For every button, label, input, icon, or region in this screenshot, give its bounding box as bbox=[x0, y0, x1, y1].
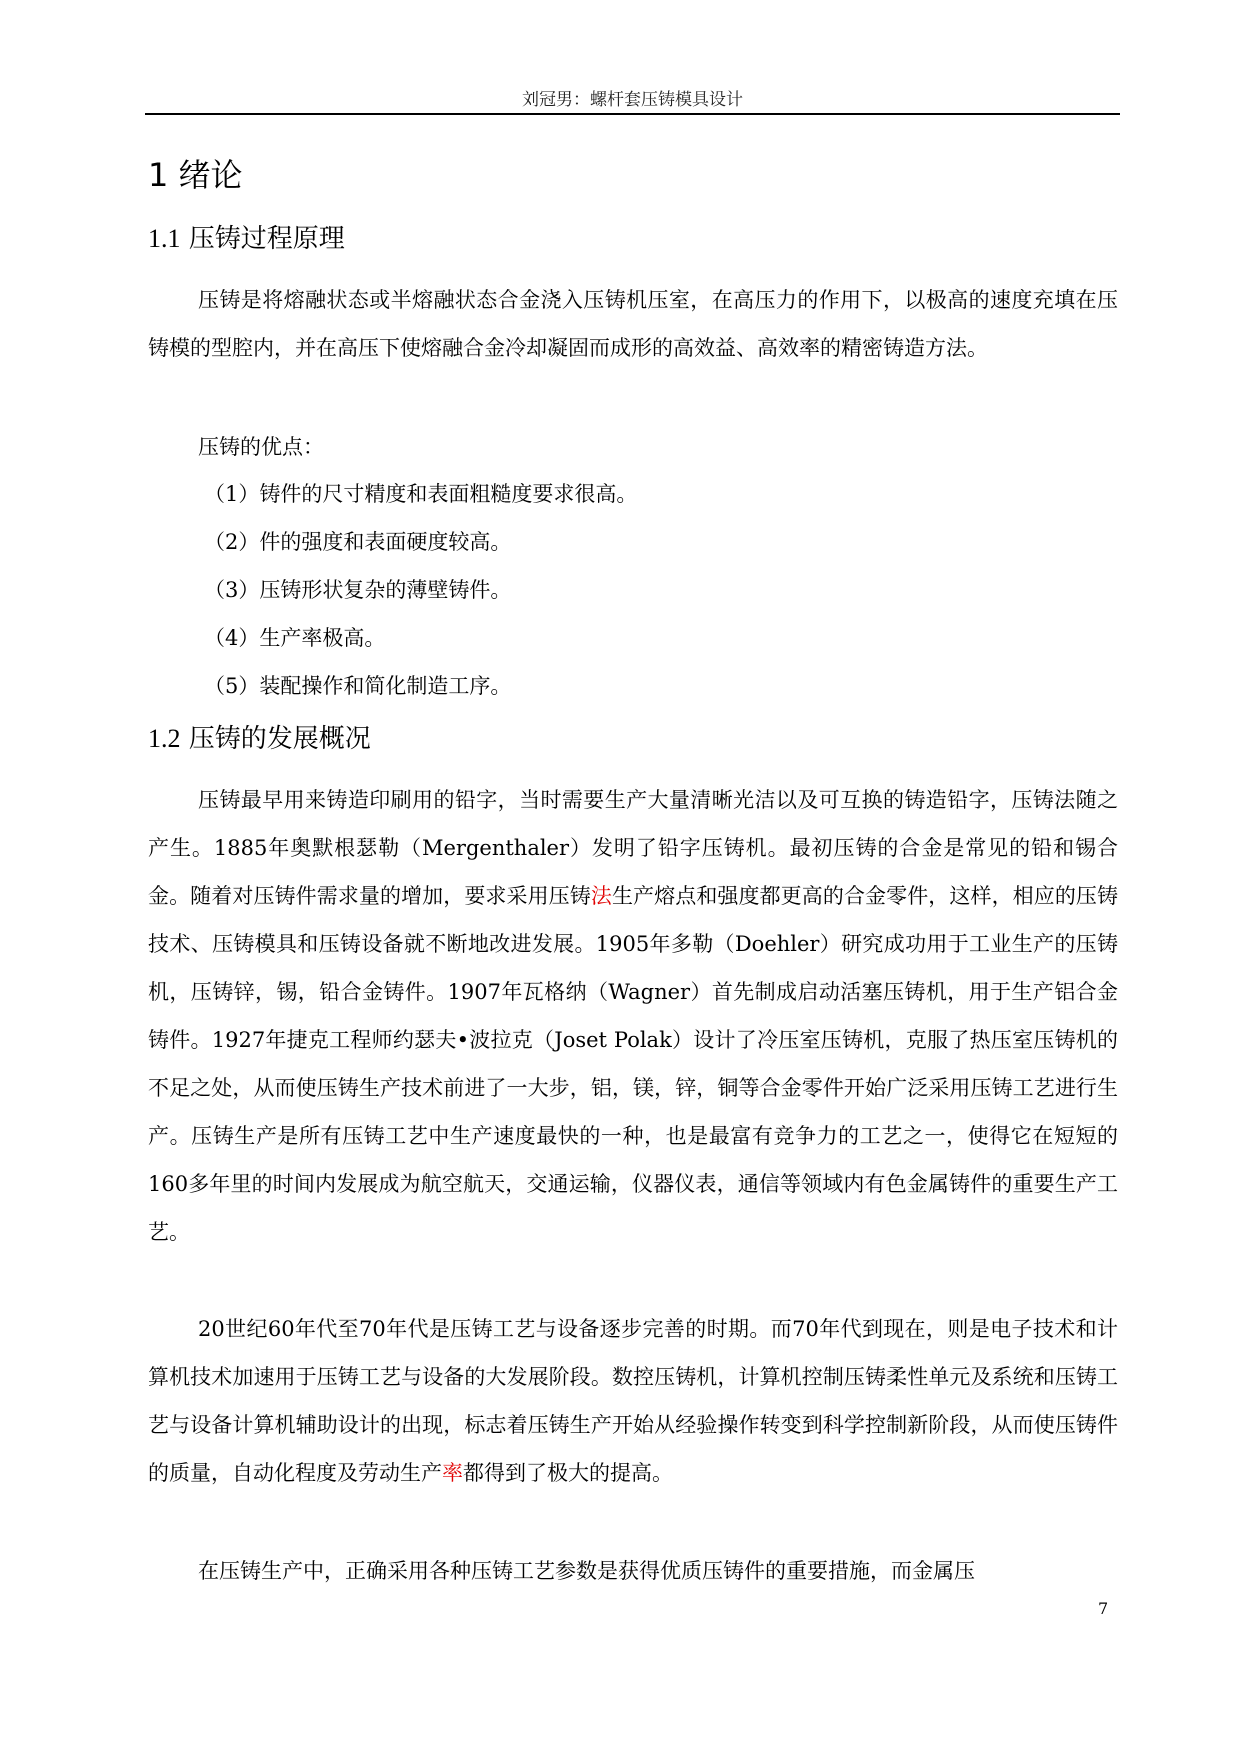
running-header: 刘冠男：螺杆套压铸模具设计 bbox=[522, 90, 743, 110]
advantage-item: （4）生产率极高。 bbox=[204, 626, 386, 650]
chapter-title: 1 绪论 bbox=[148, 156, 243, 194]
advantage-item: （5）装配操作和简化制造工序。 bbox=[204, 674, 512, 698]
paragraph-text: 20世纪60年代至70年代是压铸工艺与设备逐步完善的时期。而70年代到现在，则是电子技术和计算机技术加速用于压铸工艺与设备的大发展阶段。数控压铸机，计算机控制压铸柔性单元及系统和压铸工艺与设备计算机辅助设计的出现，标志着压铸生产开始从经验操作转变到科学控制新阶段，从而使压铸件的质量，自动化程度及劳动生产 bbox=[148, 1317, 1118, 1485]
header-rule bbox=[145, 113, 1120, 115]
advantages-intro: 压铸的优点： bbox=[198, 435, 324, 459]
paragraph-process-parameters: 在压铸生产中，正确采用各种压铸工艺参数是获得优质压铸件的重要措施，而金属压 bbox=[198, 1559, 975, 1583]
advantage-item: （2）件的强度和表面硬度较高。 bbox=[204, 530, 512, 554]
advantage-item: （3）压铸形状复杂的薄壁铸件。 bbox=[204, 578, 512, 602]
paragraph-history bbox=[148, 776, 1118, 1256]
paragraph-development bbox=[148, 1305, 1118, 1497]
section-number: 1.1 bbox=[148, 224, 181, 253]
paragraph-die-casting-principle: 压铸是将熔融状态或半熔融状态合金浇入压铸机压室，在高压力的作用下，以极高的速度充填在压铸模的型腔内，并在高压下使熔融合金冷却凝固而成形的高效益、高效率的精密铸造方法。 bbox=[148, 288, 1118, 360]
advantage-item: （1）铸件的尺寸精度和表面粗糙度要求很高。 bbox=[204, 482, 638, 506]
section-heading-1-2 bbox=[148, 722, 371, 756]
paragraph-text: 都得到了极大的提高。 bbox=[463, 1461, 673, 1485]
section-number: 1.2 bbox=[148, 724, 181, 753]
section-title: 压铸的发展概况 bbox=[188, 724, 371, 754]
section-title: 压铸过程原理 bbox=[188, 224, 345, 254]
highlighted-char: 法 bbox=[590, 884, 612, 908]
highlighted-char: 率 bbox=[442, 1461, 463, 1485]
paragraph-text: 压铸最早用来铸造印刷用的铅字，当时需要生产大量清晰光洁以及可互换的铸造铅字，压铸法随之产生。1885年奥默根瑟勒（Mergenthaler）发明了铅字压铸机。最初压铸的合金是常见的铅和锡合金。随着对压铸件需求量的增加，要求采用压铸 bbox=[148, 788, 1118, 908]
page-number: 7 bbox=[1098, 1599, 1109, 1618]
section-heading-1-1 bbox=[148, 222, 345, 256]
paragraph-text: 生产熔点和强度都更高的合金零件，这样，相应的压铸技术、压铸模具和压铸设备就不断地改进发展。1905年多勒（Doehler）研究成功用于工业生产的压铸机，压铸锌，锡，铅合金铸件。1907年瓦格纳（Wagner）首先制成启动活塞压铸机，用于生产铝合金铸件。1927年捷克工程师约瑟夫•波拉克（Joset Polak）设计了冷压室压铸机，克服了热压室压铸机的不足之处，从而使压铸生产技术前进了一大步，铝，镁，锌，铜等合金零件开始广泛采用压铸工艺进行生产。压铸生产是所有压铸工艺中生产速度最快的一种，也是最富有竞争力的工艺之一，使得它在短短的160多年里的时间内发展成为航空航天，交通运输，仪器仪表，通信等领域内有色金属铸件的重要生产工艺。 bbox=[148, 884, 1119, 1244]
